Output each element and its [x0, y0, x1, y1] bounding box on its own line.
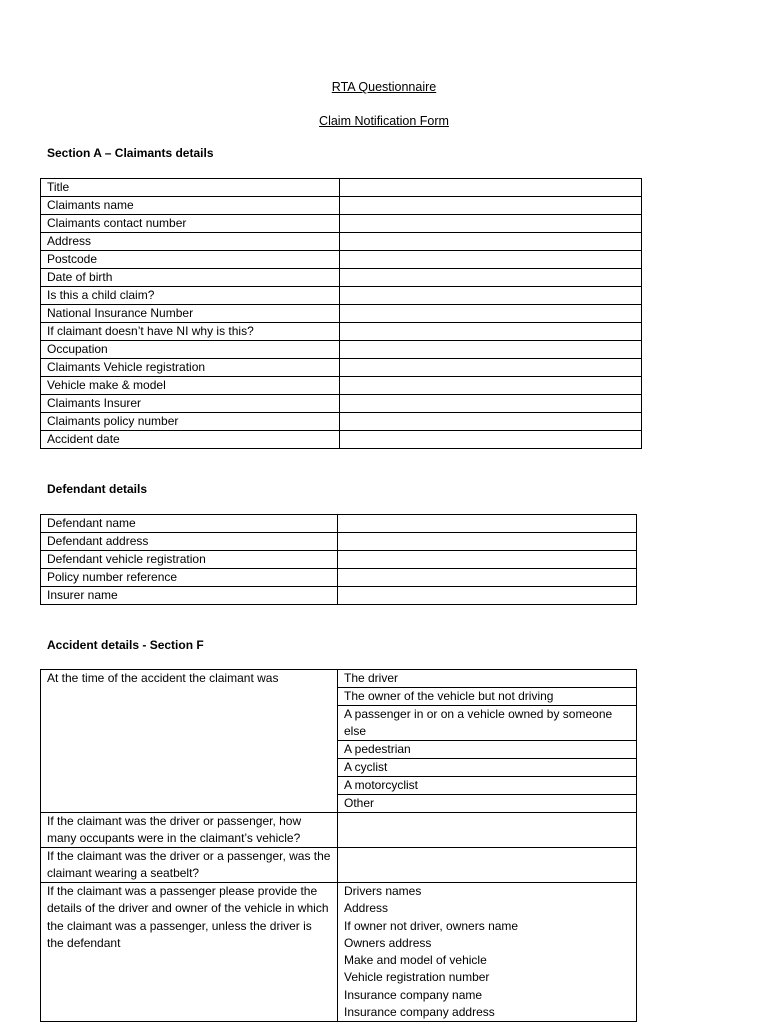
passenger-details-fields	[338, 883, 637, 1022]
defendant-field-input[interactable]	[338, 587, 637, 605]
claimant-field-label: National Insurance Number	[41, 305, 340, 323]
table-row	[41, 395, 642, 413]
claimant-field-input[interactable]	[340, 251, 642, 269]
address-field[interactable]: Address	[344, 901, 389, 916]
claimant-field-input[interactable]	[340, 233, 642, 251]
defendant-field-label: Defendant name	[41, 515, 338, 533]
claimant-field-label: Title	[41, 179, 340, 197]
claimant-field-label: Claimants policy number	[41, 413, 340, 431]
claimant-role-question: At the time of the accident the claimant was	[41, 670, 338, 813]
owner-address-field[interactable]: Owners address	[344, 935, 432, 950]
table-row	[41, 377, 642, 395]
table-row	[41, 587, 637, 605]
claimant-field-label: Accident date	[41, 431, 340, 449]
claimant-field-label: Occupation	[41, 341, 340, 359]
role-option[interactable]: A cyclist	[338, 759, 637, 777]
accident-heading: Accident details - Section F	[47, 638, 204, 652]
vehicle-make-model-field[interactable]: Make and model of vehicle	[344, 953, 487, 968]
section-a-heading: Section A – Claimants details	[47, 146, 214, 160]
defendant-field-input[interactable]	[338, 551, 637, 569]
role-option[interactable]: The driver	[338, 670, 637, 688]
table-row	[41, 431, 642, 449]
defendant-field-label: Insurer name	[41, 587, 338, 605]
defendant-field-input[interactable]	[338, 533, 637, 551]
defendant-field-input[interactable]	[338, 515, 637, 533]
defendant-details-table	[40, 514, 637, 605]
insurance-company-name-field[interactable]: Insurance company name	[344, 987, 483, 1002]
document-title: RTA Questionnaire	[331, 80, 437, 94]
driver-names-field[interactable]: Drivers names	[344, 884, 422, 898]
defendant-field-label: Defendant address	[41, 533, 338, 551]
accident-details-table	[40, 669, 637, 1022]
claimant-field-label: Postcode	[41, 251, 340, 269]
occupants-answer-field[interactable]	[338, 813, 637, 848]
claimant-field-input[interactable]	[340, 431, 642, 449]
passenger-details-question: If the claimant was a passenger please provide the details of the driver and owner of the vehicle in which the claimant was a passenger, unless the driver is the defendant	[41, 883, 338, 1022]
claimant-field-label: Vehicle make & model	[41, 377, 340, 395]
table-row	[41, 197, 642, 215]
claimant-field-input[interactable]	[340, 341, 642, 359]
document-subtitle: Claim Notification Form	[319, 114, 449, 128]
claimant-field-input[interactable]	[340, 179, 642, 197]
claimant-field-input[interactable]	[340, 395, 642, 413]
table-row	[41, 413, 642, 431]
claimant-field-input[interactable]	[340, 377, 642, 395]
claimant-field-label: Claimants contact number	[41, 215, 340, 233]
seatbelt-question: If the claimant was the driver or a passenger, was the claimant wearing a seatbelt?	[41, 848, 338, 883]
defendant-heading: Defendant details	[47, 482, 148, 496]
table-row	[41, 533, 637, 551]
insurance-company-address-field[interactable]: Insurance company address	[344, 1005, 495, 1020]
claimant-field-input[interactable]	[340, 305, 642, 323]
seatbelt-answer-field[interactable]	[338, 848, 637, 883]
table-row	[41, 269, 642, 287]
role-option[interactable]: A motorcyclist	[338, 777, 637, 795]
table-row	[41, 179, 642, 197]
owner-name-field[interactable]: If owner not driver, owners name	[344, 918, 519, 933]
claimant-field-label: If claimant doesn’t have NI why is this?	[41, 323, 340, 341]
claimant-field-label: Address	[41, 233, 340, 251]
role-option[interactable]: Other	[338, 795, 637, 813]
table-row	[41, 305, 642, 323]
occupants-question: If the claimant was the driver or passenger, how many occupants were in the claimant’s vehicle?	[41, 813, 338, 848]
table-row	[41, 215, 642, 233]
table-row	[41, 569, 637, 587]
claimant-field-input[interactable]	[340, 323, 642, 341]
claimant-field-input[interactable]	[340, 215, 642, 233]
role-option[interactable]: A pedestrian	[338, 741, 637, 759]
table-row	[41, 233, 642, 251]
claimant-field-label: Claimants Insurer	[41, 395, 340, 413]
claimant-field-input[interactable]	[340, 197, 642, 215]
defendant-field-input[interactable]	[338, 569, 637, 587]
claimant-details-table	[40, 178, 642, 449]
claimant-field-label: Claimants Vehicle registration	[41, 359, 340, 377]
claimant-field-input[interactable]	[340, 287, 642, 305]
table-row	[41, 359, 642, 377]
claimant-field-label: Is this a child claim?	[41, 287, 340, 305]
table-row	[41, 341, 642, 359]
table-row	[41, 287, 642, 305]
role-option[interactable]: The owner of the vehicle but not driving	[338, 688, 637, 706]
vehicle-registration-field[interactable]: Vehicle registration number	[344, 970, 490, 985]
claimant-field-label: Claimants name	[41, 197, 340, 215]
claimant-field-input[interactable]	[340, 269, 642, 287]
table-row	[41, 251, 642, 269]
defendant-field-label: Defendant vehicle registration	[41, 551, 338, 569]
table-row	[41, 515, 637, 533]
claimant-field-input[interactable]	[340, 359, 642, 377]
claimant-field-input[interactable]	[340, 413, 642, 431]
defendant-field-label: Policy number reference	[41, 569, 338, 587]
table-row	[41, 323, 642, 341]
table-row	[41, 551, 637, 569]
role-option[interactable]: A passenger in or on a vehicle owned by someone else	[338, 706, 637, 741]
claimant-field-label: Date of birth	[41, 269, 340, 287]
